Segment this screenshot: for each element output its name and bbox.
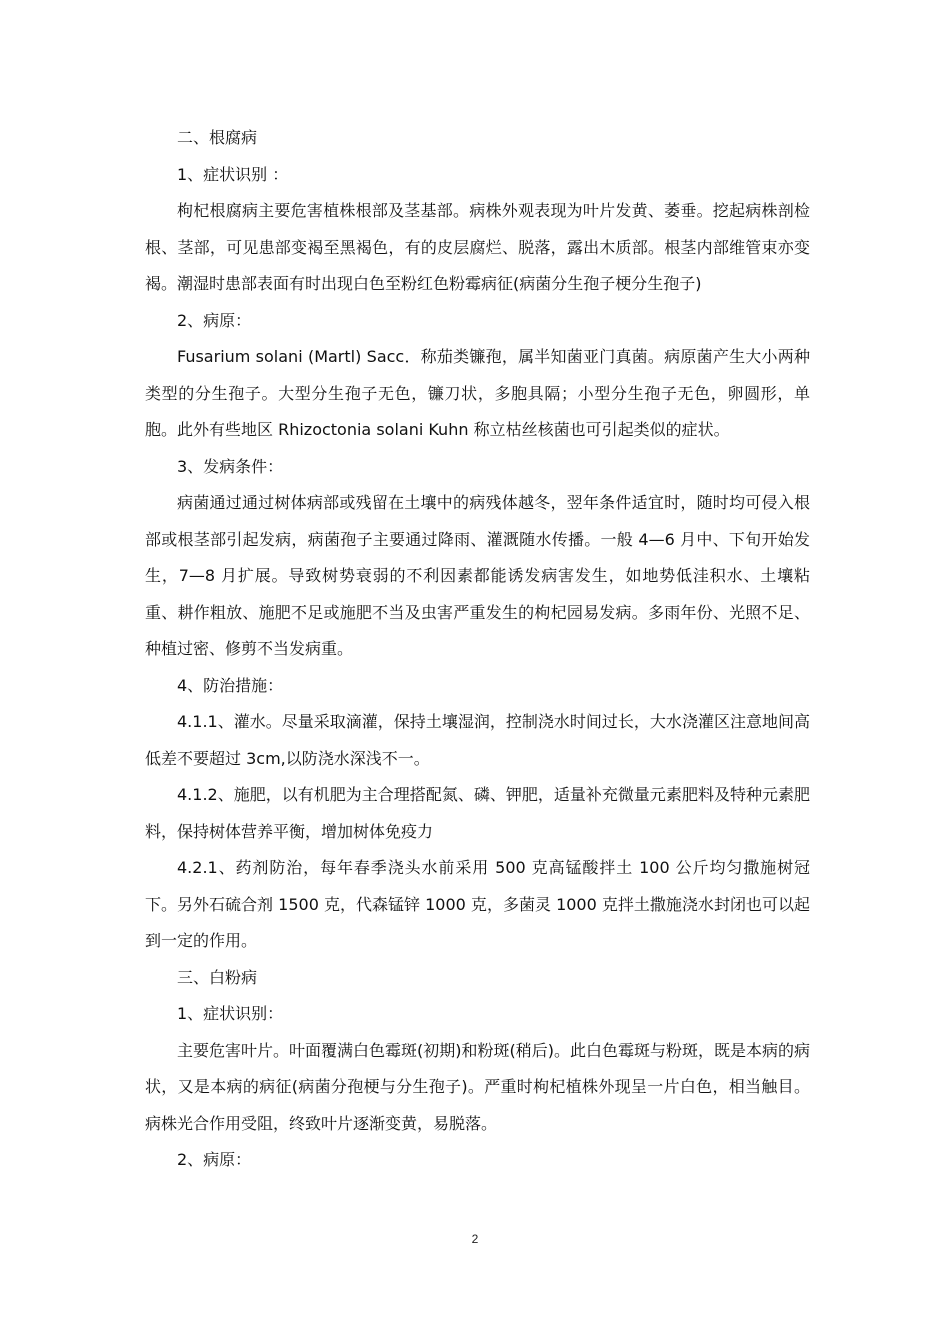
subheading-symptoms: 1、症状识别 ： (177, 164, 289, 184)
paragraph-irrigation: 4.1.1、灌水。尽量采取滴灌，保持土壤湿润，控制浇水时间过长，大水浇灌区注意地间高低差不要超过 3cm,以防浇水深浅不一。 (145, 712, 810, 768)
paragraph-fertilization: 4.1.2、施肥，以有机肥为主合理搭配氮、磷、钾肥，适量补充微量元素肥料及特种元素肥料，保持树体营养平衡，增加树体免疫力 (145, 785, 810, 841)
paragraph-symptoms: 枸杞根腐病主要危害植株根部及茎基部。病株外观表现为叶片发黄、萎垂。挖起病株剖检根、茎部，可见患部变褐至黑褐色，有的皮层腐烂、脱落，露出木质部。根茎内部维管束亦变褐。潮湿时患部表面有时出现白色至粉红色粉霉病征(病菌分生孢子梗分生孢子) (145, 201, 810, 293)
subheading-symptoms-2: 1、症状识别： (177, 1004, 284, 1023)
paragraph-conditions: 病菌通过通过树体病部或残留在土壤中的病残体越冬，翌年条件适宜时，随时均可侵入根部或根茎部引起发病，病菌孢子主要通过降雨、灌溉随水传播。一般 4—6 月中、下旬开始发生，7—8 月扩展。导致树势衰弱的不利因素都能诱发病害发生，如地势低洼积水、土壤粘重、耕作粗放、施肥不足或施肥不当及虫害严重发生的枸杞园易发病。多雨年份、光照不足、种植过密、修剪不当发病重。 (145, 493, 810, 658)
section-heading-powdery-mildew: 三、白粉病 (177, 967, 258, 987)
document-body (145, 120, 810, 1179)
page-number: 2 (471, 1232, 479, 1246)
subheading-pathogen: 2、病原： (177, 310, 252, 330)
paragraph-chemical-control: 4.2.1、药剂防治，每年春季浇头水前采用 500 克高锰酸拌土 100 公斤均匀撒施树冠下。另外石硫合剂 1500 克，代森锰锌 1000 克，多菌灵 1000 克拌土撒施浇水封闭也可以起到一定的作用。 (145, 858, 810, 950)
subheading-pathogen-2: 2、病原： (177, 1150, 252, 1169)
subheading-conditions: 3、发病条件： (177, 456, 284, 476)
subheading-control: 4、防治措施： (177, 675, 284, 695)
paragraph-symptoms-2: 主要危害叶片。叶面覆满白色霉斑(初期)和粉斑(稍后)。此白色霉斑与粉斑，既是本病的病状，又是本病的病征(病菌分孢梗与分生孢子)。严重时枸杞植株外现呈一片白色，相当触目。病株光合作用受阻，终致叶片逐渐变黄，易脱落。 (145, 1040, 810, 1133)
paragraph-pathogen: Fusarium solani (Martl) Sacc．称茄类镰孢，属半知菌亚门真菌。病原菌产生大小两种类型的分生孢子。大型分生孢子无色，镰刀状，多胞具隔；小型分生孢子无色，卵圆形，单胞。此外有些地区 Rhizoctonia solani Kuhn 称立枯丝核菌也可引起类似的症状。 (145, 347, 810, 439)
section-heading-root-rot: 二、根腐病 (177, 128, 258, 147)
